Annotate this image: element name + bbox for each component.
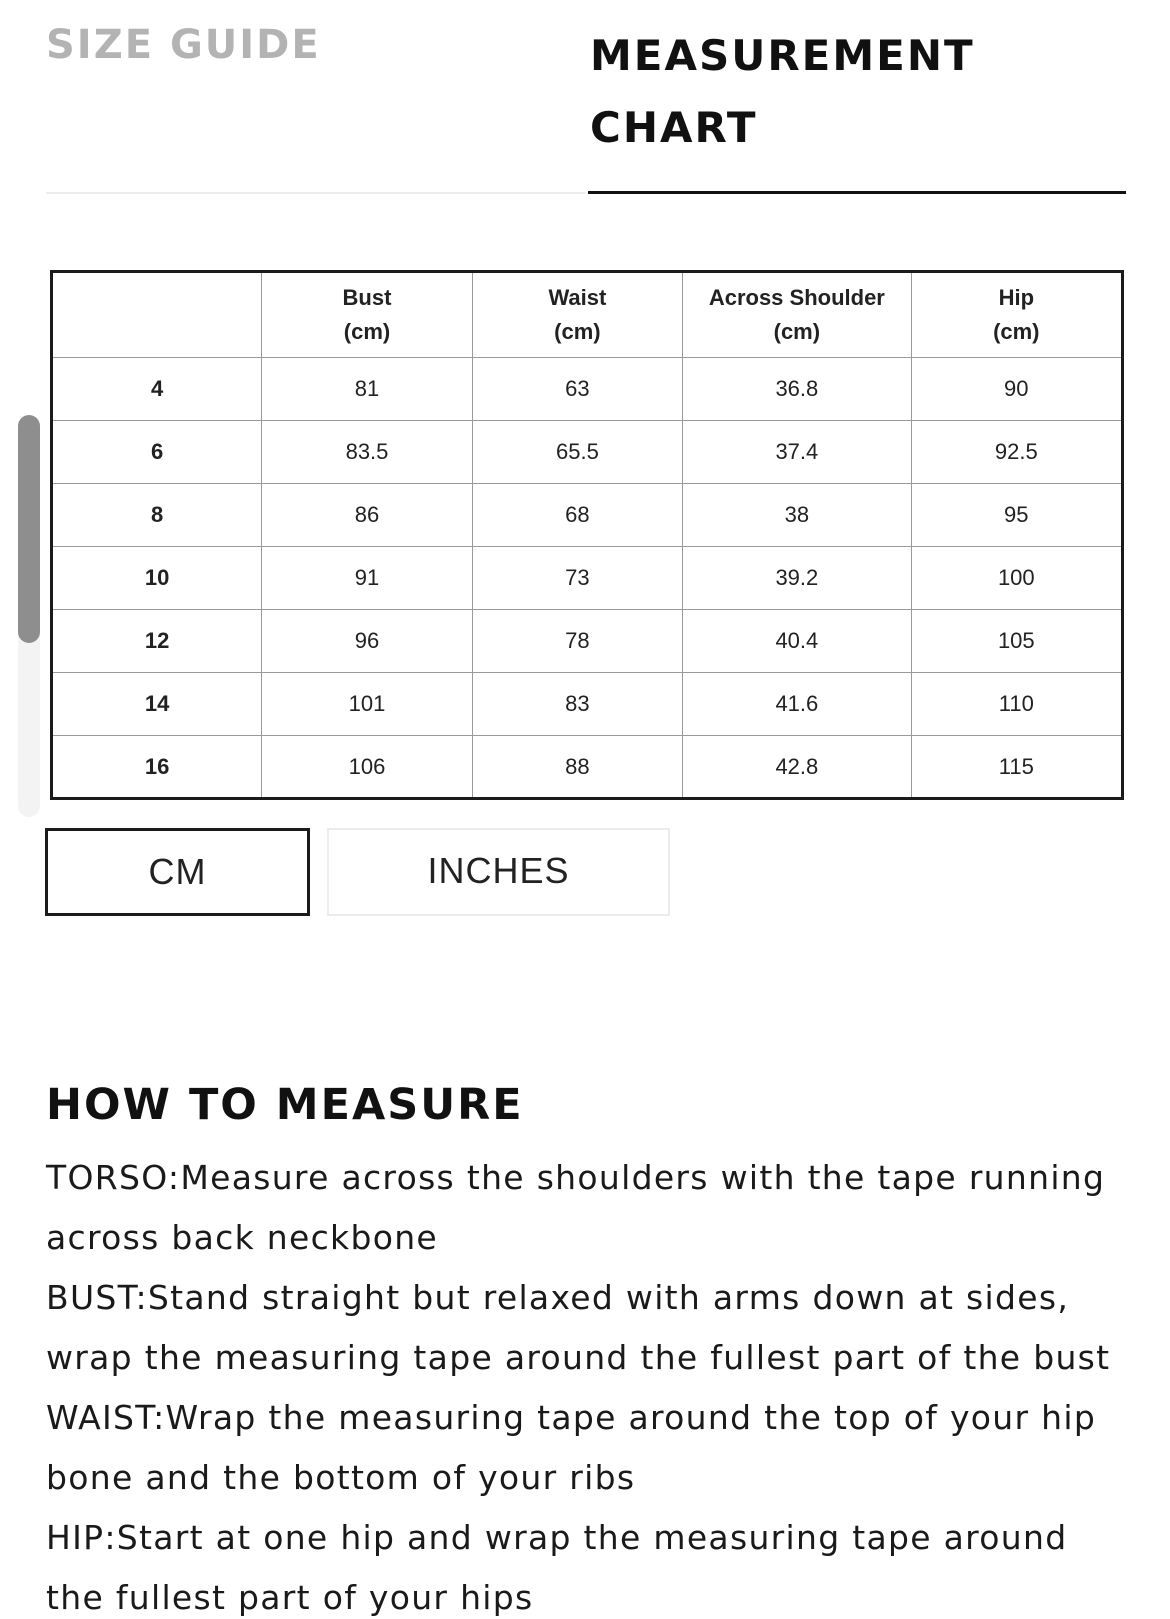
- shoulder-cell: 40.4: [683, 610, 911, 673]
- bust-cell: 81: [262, 358, 472, 421]
- table-header-row: [52, 272, 1123, 358]
- measure-item-hip: [46, 1508, 1136, 1619]
- header-line: Across Shoulder: [708, 285, 885, 310]
- size-cell: 16: [52, 736, 262, 799]
- inches-button[interactable]: INCHES: [327, 828, 670, 916]
- hip-cell: 115: [911, 736, 1122, 799]
- shoulder-cell: 37.4: [683, 421, 911, 484]
- bust-cell: 83.5: [262, 421, 472, 484]
- header-hip: [911, 272, 1122, 358]
- hip-cell: 90: [911, 358, 1122, 421]
- bust-cell: 86: [262, 484, 472, 547]
- header-line: Bust: [342, 285, 392, 310]
- measure-item-waist: [46, 1388, 1136, 1508]
- tab-measurement-chart[interactable]: MEASUREMENT CHART: [590, 31, 975, 152]
- how-to-measure-body: [46, 1148, 1136, 1619]
- size-cell: 8: [52, 484, 262, 547]
- table-row: [52, 421, 1123, 484]
- table-row: [52, 547, 1123, 610]
- bust-cell: 91: [262, 547, 472, 610]
- header-size: [52, 272, 262, 358]
- active-tab-underline: [588, 191, 1126, 194]
- bust-cell: 96: [262, 610, 472, 673]
- waist-cell: 83: [472, 673, 682, 736]
- how-to-measure-title: HOW TO MEASURE: [46, 1080, 524, 1130]
- tab-size-guide[interactable]: SIZE GUIDE: [46, 22, 321, 68]
- waist-cell: 78: [472, 610, 682, 673]
- size-cell: 14: [52, 673, 262, 736]
- measure-text: Wrap the measuring tape around the top of your hip bone and the bottom of your ribs: [46, 1398, 1097, 1497]
- measurement-table: [50, 270, 1124, 800]
- bust-cell: 101: [262, 673, 472, 736]
- hip-cell: 95: [911, 484, 1122, 547]
- header-line: Hip: [998, 285, 1035, 310]
- size-cell: 4: [52, 358, 262, 421]
- size-cell: 6: [52, 421, 262, 484]
- hip-cell: 105: [911, 610, 1122, 673]
- shoulder-cell: 38: [683, 484, 911, 547]
- shoulder-cell: 41.6: [683, 673, 911, 736]
- table-row: [52, 736, 1123, 799]
- scrollbar-thumb[interactable]: [18, 415, 40, 643]
- hip-cell: 100: [911, 547, 1122, 610]
- shoulder-cell: 36.8: [683, 358, 911, 421]
- tab-divider: [46, 192, 586, 194]
- measure-item-bust: [46, 1268, 1136, 1388]
- measure-label: WAIST:: [46, 1398, 166, 1437]
- measure-item-torso: [46, 1148, 1136, 1268]
- header-across-shoulder: [683, 272, 911, 358]
- table-row: [52, 673, 1123, 736]
- measure-text: Measure across the shoulders with the tape running across back neckbone: [46, 1158, 1106, 1257]
- measure-text: Start at one hip and wrap the measuring tape around the fullest part of your hips: [46, 1518, 1068, 1617]
- header-unit: (cm): [343, 319, 391, 344]
- waist-cell: 68: [472, 484, 682, 547]
- measure-text: Stand straight but relaxed with arms down at sides, wrap the measuring tape around the fullest part of the bust: [46, 1278, 1111, 1377]
- measure-label: HIP:: [46, 1518, 117, 1557]
- measure-label: TORSO:: [46, 1158, 181, 1197]
- table-row: [52, 484, 1123, 547]
- waist-cell: 65.5: [472, 421, 682, 484]
- measure-label: BUST:: [46, 1278, 148, 1317]
- bust-cell: 106: [262, 736, 472, 799]
- hip-cell: 110: [911, 673, 1122, 736]
- waist-cell: 63: [472, 358, 682, 421]
- size-cell: 12: [52, 610, 262, 673]
- header-unit: (cm): [993, 319, 1040, 344]
- header-waist: [472, 272, 682, 358]
- cm-button[interactable]: CM: [45, 828, 310, 916]
- table-row: [52, 610, 1123, 673]
- shoulder-cell: 39.2: [683, 547, 911, 610]
- waist-cell: 88: [472, 736, 682, 799]
- scrollbar[interactable]: [18, 415, 40, 817]
- waist-cell: 73: [472, 547, 682, 610]
- table-row: [52, 358, 1123, 421]
- size-cell: 10: [52, 547, 262, 610]
- header-unit: (cm): [554, 319, 601, 344]
- header-unit: (cm): [773, 319, 821, 344]
- hip-cell: 92.5: [911, 421, 1122, 484]
- header-line: Waist: [548, 285, 607, 310]
- shoulder-cell: 42.8: [683, 736, 911, 799]
- header-bust: [262, 272, 472, 358]
